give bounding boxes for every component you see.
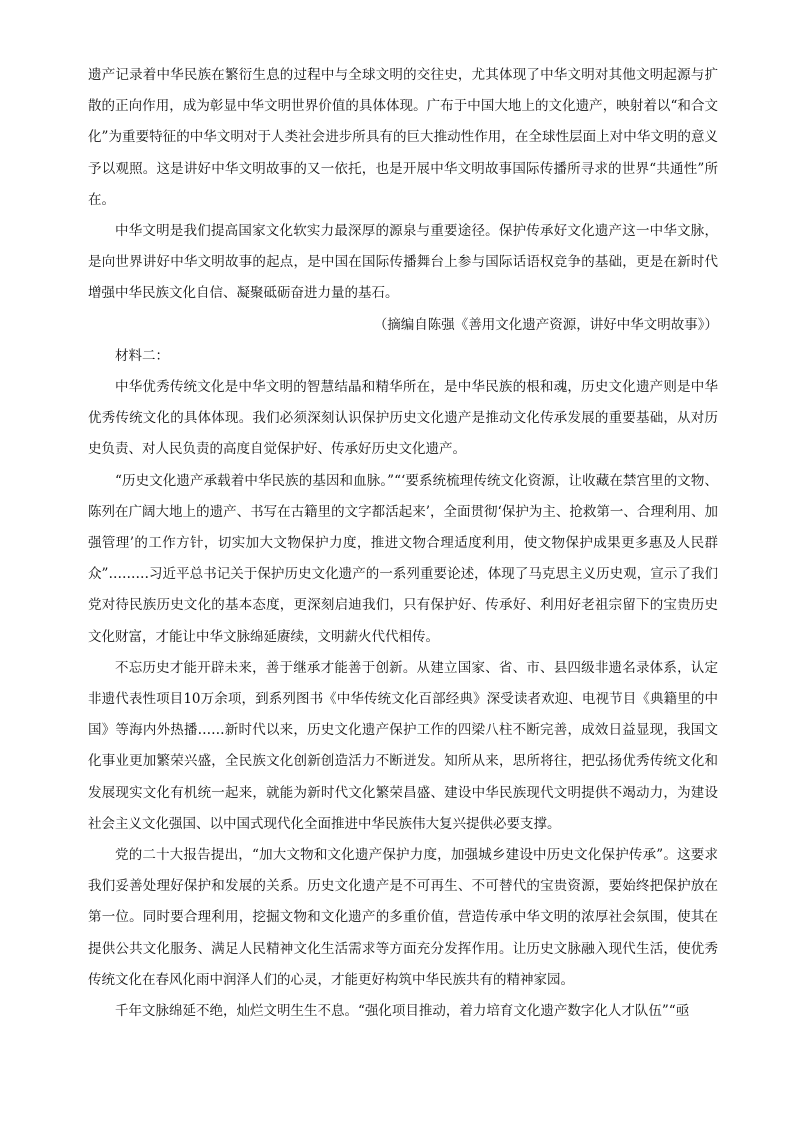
body-paragraph: 遗产记录着中华民族在繁衍生息的过程中与全球文明的交往史，尤其体现了中华文明对其他文明起源与扩散的正向作用，成为彰显中华文明世界价值的具体体现。广布于中国大地上的文化遗产，映射着以“和合文化”为重要特征的中华文明对于人类社会进步所具有的巨大推动性作用，在全球性层面上对中华文明的意义予以观照。这是讲好中华文明故事的又一依托，也是开展中华文明故事国际传播所寻求的世界“共通性”所在。 [88,67,718,208]
body-paragraph: 中华优秀传统文化是中华文明的智慧结晶和精华所在，是中华民族的根和魂，历史文化遗产则是中华优秀传统文化的具体体现。我们必须深刻认识保护历史文化遗产是推动文化传承发展的重要基础，从对历史负责、对人民负责的高度自觉保护好、传承好历史文化遗产。 [88,379,718,458]
body-paragraph: 中华文明是我们提高国家文化软实力最深厚的源泉与重要途径。保护传承好文化遗产这一中华文脉，是向世界讲好中华文明故事的起点，是中国在国际传播舞台上参与国际话语权竞争的基础，更是在新时代增强中华民族文化自信、凝聚砥砺奋进力量的基石。 [88,223,718,302]
body-paragraph: 不忘历史才能开辟未来，善于继承才能善于创新。从建立国家、省、市、县四级非遗名录体系，认定非遗代表性项目10万余项，到系列图书《中华传统文化百部经典》深受读者欢迎、电视节目《典籍里的中国》等海内外热播……新时代以来，历史文化遗产保护工作的四梁八柱不断完善，成效日益显现，我国文化事业更加繁荣兴盛，全民族文化创新创造活力不断迸发。知所从来，思所将往，把弘扬优秀传统文化和发展现实文化有机统一起来，就能为新时代文化繁荣昌盛、建设中华民族现代文明提供不竭动力，为建设社会主义文化强国、以中国式现代化全面推进中华民族伟大复兴提供必要支撑。 [88,659,718,832]
source-citation: （摘编自陈强《善用文化遗产资源，讲好中华文明故事》） [373,316,718,333]
document-page [88,60,718,1027]
body-paragraph: 千年文脉绵延不绝，灿烂文明生生不息。“强化项目推动，着力培育文化遗产数字化人才队伍”“亟 [115,1003,690,1020]
material-heading: 材料二： [115,347,169,364]
body-paragraph: “历史文化遗产承载着中华民族的基因和血脉。”“‘要系统梳理传统文化资源，让收藏在禁宫里的文物、陈列在广阔大地上的遗产、书写在古籍里的文字都活起来’，全面贯彻‘保护为主、抢救第一、合理利用、加强管理’的工作方针，切实加大文物保护力度，推进文物合理适度利用，使文物保护成果更多惠及人民群众”………习近平总书记关于保护历史文化遗产的一系列重要论述，体现了马克思主义历史观，宣示了我们党对待民族历史文化的基本态度，更深刻启迪我们，只有保护好、传承好、利用好老祖宗留下的宝贵历史文化财富，才能让中华文脉绵延赓续，文明薪火代代相传。 [88,472,718,645]
body-paragraph: 党的二十大报告提出，“加大文物和文化遗产保护力度，加强城乡建设中历史文化保护传承”。这要求我们妥善处理好保护和发展的关系。历史文化遗产是不可再生、不可替代的宝贵资源，要始终把保护放在第一位。同时要合理利用，挖掘文物和文化遗产的多重价值，营造传承中华文明的浓厚社会氛围，使其在提供公共文化服务、满足人民精神文化生活需求等方面充分发挥作用。让历史文脉融入现代生活，使优秀传统文化在春风化雨中润泽人们的心灵，才能更好构筑中华民族共有的精神家园。 [88,847,718,988]
